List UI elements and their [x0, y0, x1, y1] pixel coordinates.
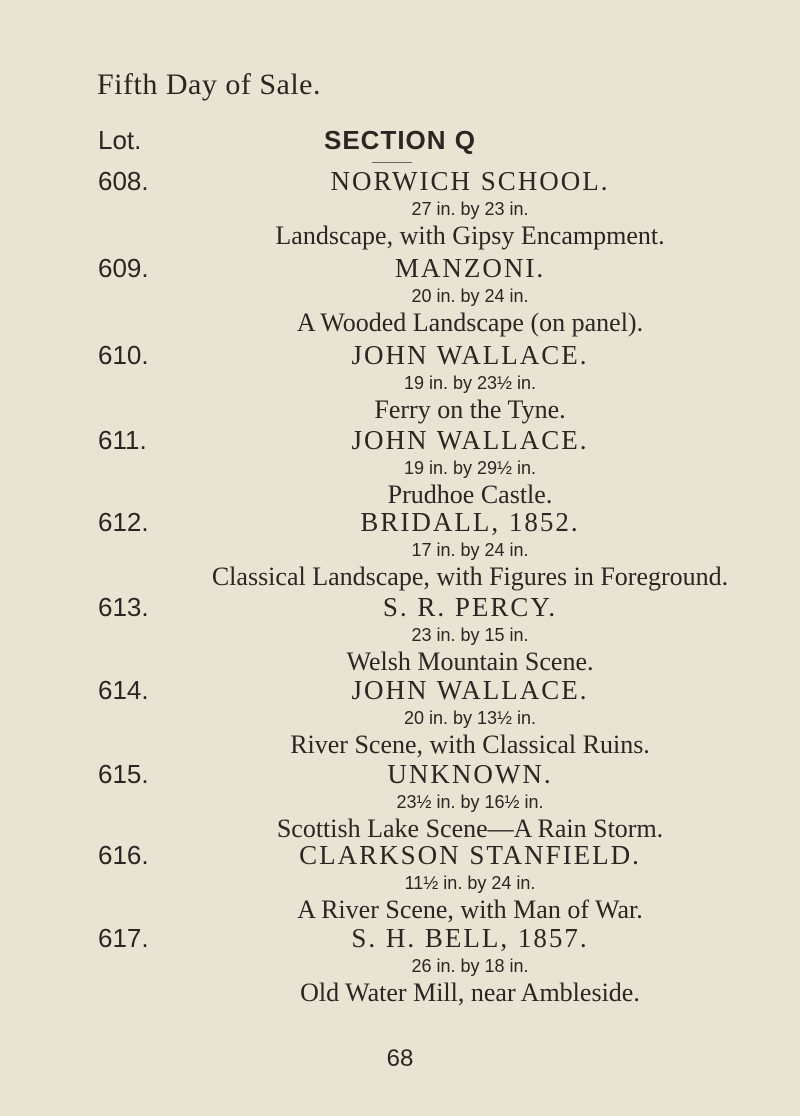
lot-title: A River Scene, with Man of War.	[297, 895, 643, 924]
lot-dimensions: 20 in. by 13½ in.	[403, 708, 537, 728]
lot-artist: BRIDALL, 1852.	[360, 507, 580, 537]
lot-column-label: Lot.	[98, 125, 142, 155]
lot-title: Classical Landscape, with Figures in Foreground.	[211, 562, 729, 591]
lot-artist: JOHN WALLACE.	[351, 340, 589, 370]
section-title: SECTION Q	[323, 125, 476, 155]
lot-dimensions: 11½ in. by 24 in.	[404, 873, 536, 893]
lot-number: 615.	[98, 759, 149, 789]
lot-details	[150, 675, 790, 761]
lot-number: 617.	[98, 923, 149, 953]
lot-title: A Wooded Landscape (on panel).	[296, 308, 644, 337]
lot-title: Welsh Mountain Scene.	[346, 647, 594, 676]
lot-title: Prudhoe Castle.	[387, 480, 553, 509]
lot-number: 616.	[98, 840, 149, 870]
lot-artist: UNKNOWN.	[387, 759, 553, 789]
lot-artist: MANZONI.	[394, 253, 546, 283]
lot-dimensions: 19 in. by 29½ in.	[403, 458, 537, 478]
lot-artist: JOHN WALLACE.	[351, 425, 589, 455]
lot-artist: S. R. PERCY.	[382, 592, 558, 622]
lot-dimensions: 23 in. by 15 in.	[411, 625, 529, 645]
lot-artist: S. H. BELL, 1857.	[351, 923, 589, 953]
lot-details	[150, 340, 790, 426]
lot-number: 611.	[98, 425, 147, 455]
lot-title: Scottish Lake Scene—A Rain Storm.	[276, 814, 664, 843]
lot-details	[150, 840, 790, 926]
lot-details	[150, 425, 790, 511]
lot-number: 612.	[98, 507, 149, 537]
lot-number: 614.	[98, 675, 149, 705]
lot-details	[150, 507, 790, 593]
lot-title: Ferry on the Tyne.	[374, 395, 566, 424]
lot-artist: CLARKSON STANFIELD.	[299, 840, 641, 870]
section-rule	[372, 162, 412, 163]
lot-number: 613.	[98, 592, 149, 622]
lot-details	[150, 759, 790, 845]
lot-dimensions: 20 in. by 24 in.	[411, 286, 529, 306]
lot-details	[150, 592, 790, 678]
lot-number: 609.	[98, 253, 149, 283]
lot-dimensions: 27 in. by 23 in.	[411, 199, 529, 219]
lot-title: Old Water Mill, near Ambleside.	[300, 978, 640, 1007]
lot-title: River Scene, with Classical Ruins.	[290, 730, 650, 759]
lot-details	[150, 253, 790, 339]
lot-dimensions: 17 in. by 24 in.	[411, 540, 529, 560]
lot-title: Landscape, with Gipsy Encampment.	[275, 221, 665, 250]
page-number: 68	[386, 1045, 414, 1072]
lot-dimensions: 26 in. by 18 in.	[411, 956, 529, 976]
page-header: Fifth Day of Sale.	[97, 68, 321, 101]
lot-dimensions: 19 in. by 23½ in.	[403, 373, 537, 393]
lot-details	[150, 166, 790, 252]
lot-artist: JOHN WALLACE.	[351, 675, 589, 705]
lot-number: 610.	[98, 340, 149, 370]
lot-dimensions: 23½ in. by 16½ in.	[396, 792, 544, 812]
lot-artist: NORWICH SCHOOL.	[330, 166, 610, 196]
lot-number: 608.	[98, 166, 149, 196]
lot-details	[150, 923, 790, 1009]
